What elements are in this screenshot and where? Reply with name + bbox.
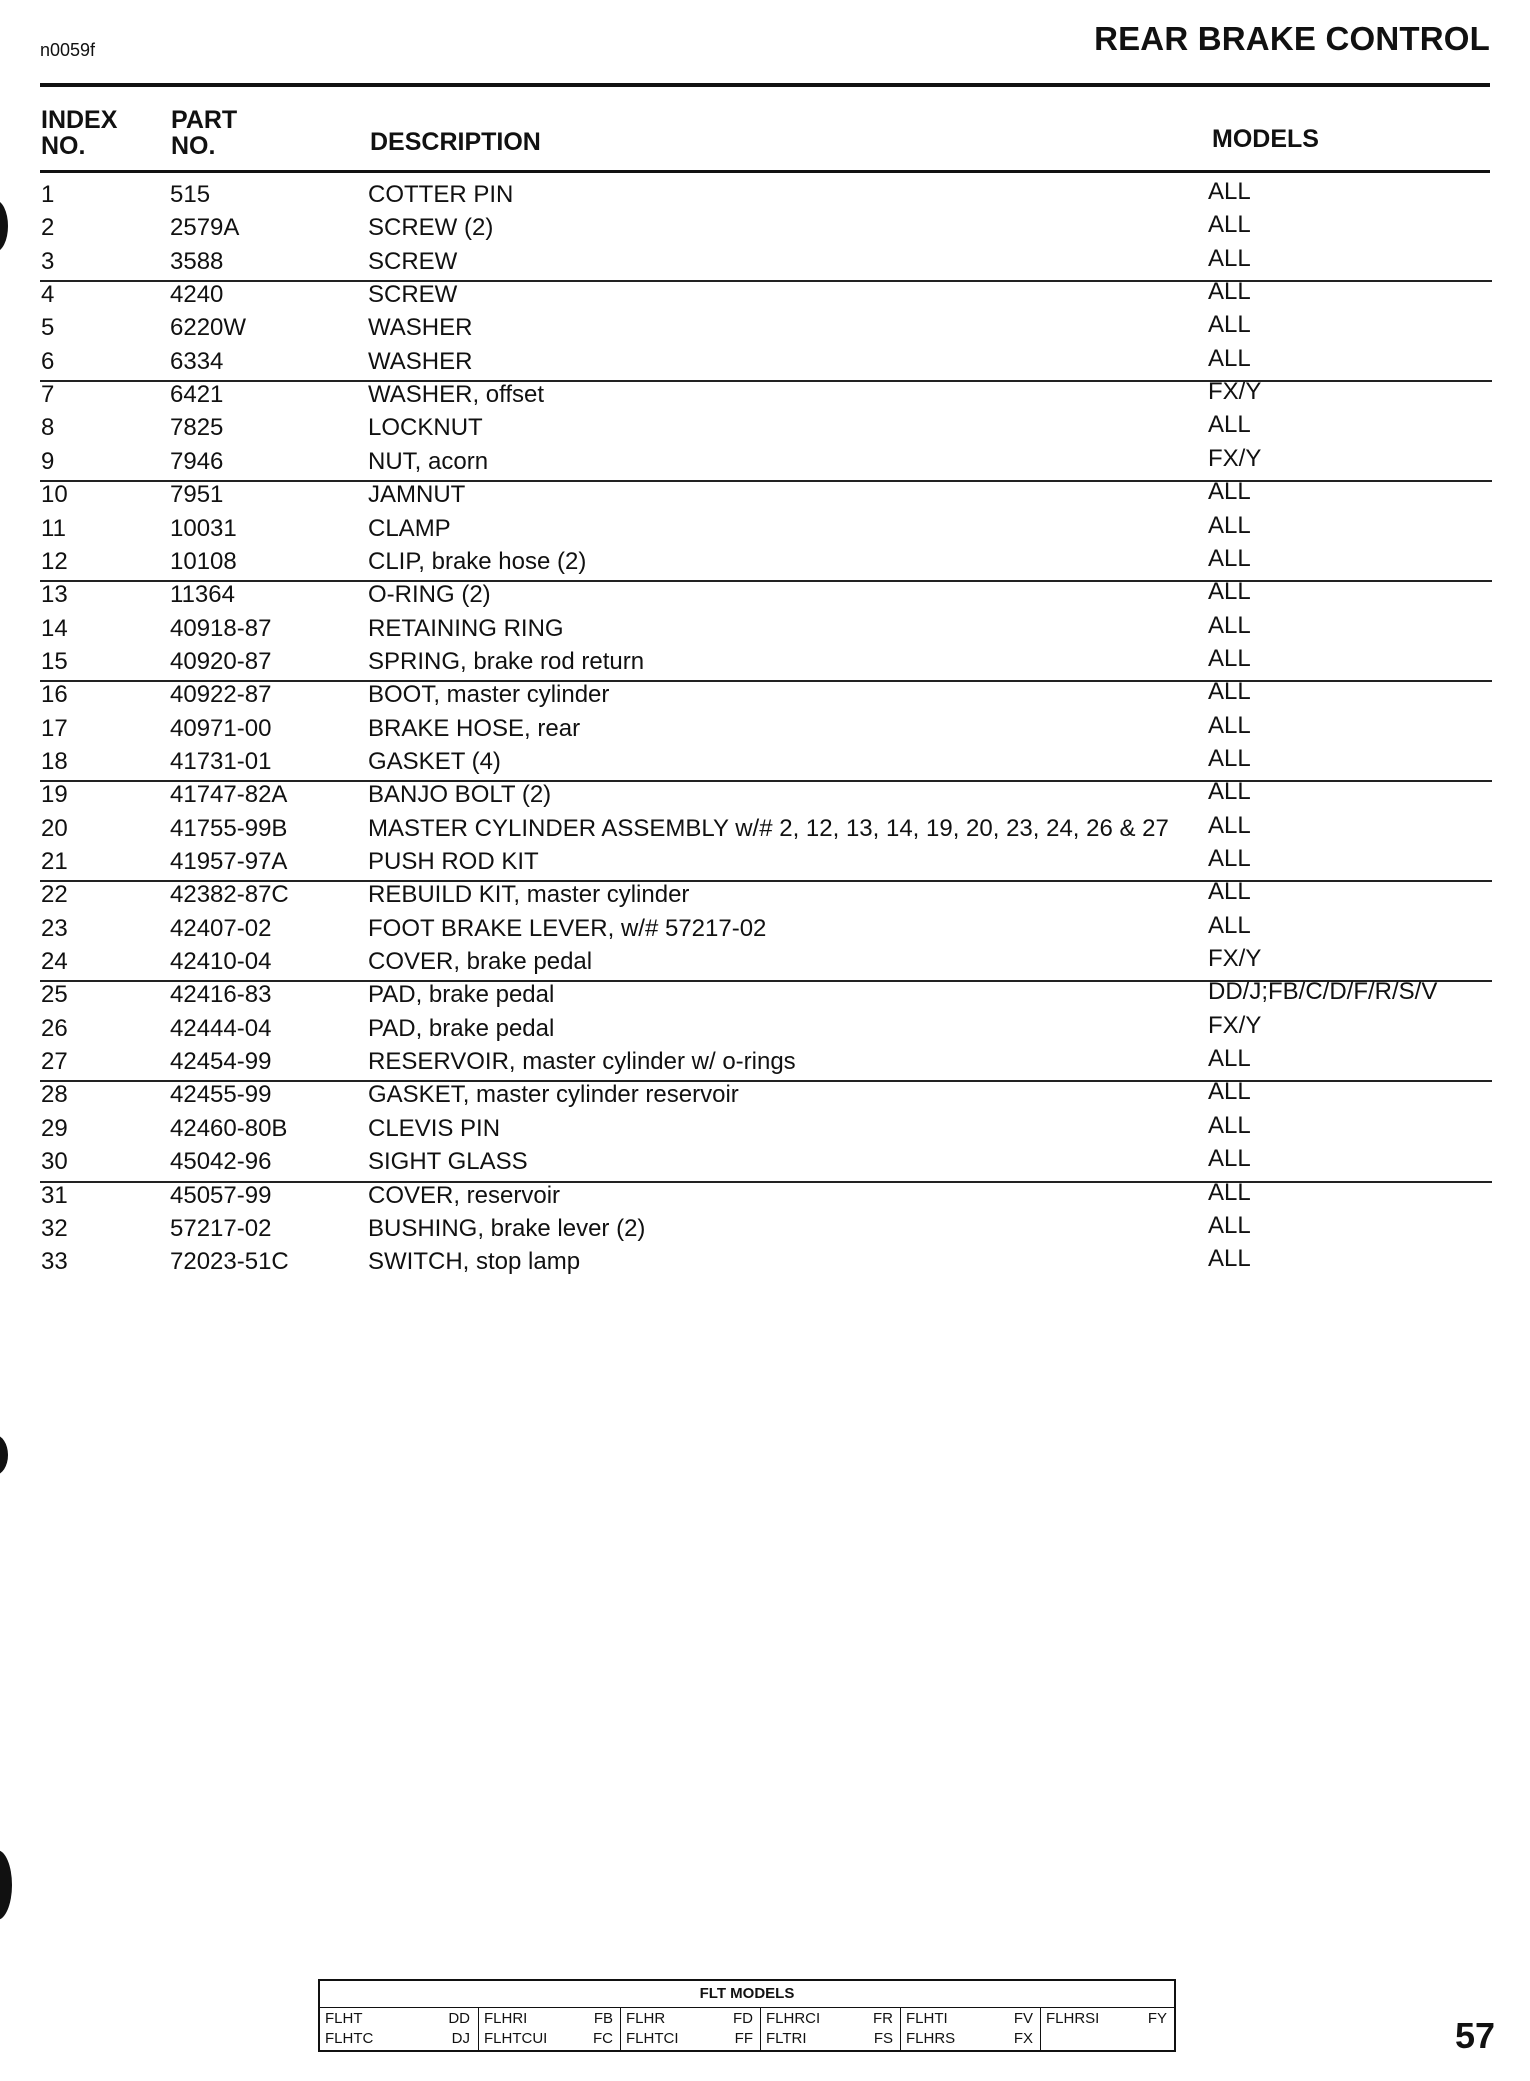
description-cell: NUT, acorn <box>368 447 489 475</box>
flt-model-code: FS <box>873 2030 893 2047</box>
index-cell: 33 <box>41 1248 68 1276</box>
flt-model-code: FLHRCI <box>766 2010 821 2027</box>
flt-model-code: FLHRS <box>906 2030 956 2047</box>
models-cell: ALL <box>1208 644 1251 672</box>
part-number-cell: 6220W <box>170 314 247 342</box>
part-number-cell: 57217-02 <box>170 1214 272 1242</box>
models-cell: ALL <box>1208 1211 1251 1239</box>
models-cell: ALL <box>1208 711 1251 739</box>
page-code: n0059f <box>40 40 96 60</box>
description-cell: COTTER PIN <box>368 181 514 208</box>
models-cell: ALL <box>1208 1245 1251 1273</box>
part-number-cell: 42455-99 <box>170 1081 272 1109</box>
flt-models-cell <box>1040 2008 1175 2052</box>
part-number-cell: 40918-87 <box>170 614 272 642</box>
table-row <box>0 1145 1530 1178</box>
table-row <box>0 411 1530 444</box>
column-header-index-line1: INDEX <box>41 106 118 134</box>
binder-hole-mark <box>0 1435 8 1475</box>
table-row <box>0 1045 1530 1078</box>
table-row <box>0 278 1530 311</box>
part-number-cell: 72023-51C <box>170 1248 289 1276</box>
index-cell: 26 <box>41 1014 68 1042</box>
models-cell: FX/Y <box>1208 444 1262 472</box>
flt-model-code: FLHT <box>325 2010 363 2027</box>
index-cell: 9 <box>41 447 55 475</box>
index-cell: 27 <box>41 1048 68 1076</box>
table-row <box>0 311 1530 344</box>
index-cell: 5 <box>41 314 55 342</box>
table-row <box>0 678 1530 711</box>
flt-model-code: FLHR <box>626 2010 666 2027</box>
part-number-cell: 7825 <box>170 414 224 442</box>
part-number-cell: 11364 <box>170 581 235 609</box>
models-cell: ALL <box>1208 411 1251 439</box>
description-cell: SCREW (2) <box>368 214 494 242</box>
table-row <box>0 712 1530 745</box>
part-number-cell: 42460-80B <box>170 1114 288 1142</box>
description-cell: SPRING, brake rod return <box>368 647 645 675</box>
part-number-cell: 45057-99 <box>170 1181 272 1209</box>
part-number-cell: 42382-87C <box>170 881 289 909</box>
flt-model-code: FB <box>593 2010 613 2027</box>
description-cell: PUSH ROD KIT <box>368 848 539 875</box>
index-cell: 16 <box>41 681 68 709</box>
flt-model-code: FLTRI <box>766 2030 807 2047</box>
flt-model-code: FLHTCUI <box>484 2030 548 2047</box>
description-cell: FOOT BRAKE LEVER, w/# 57217-02 <box>368 914 767 942</box>
part-number-cell: 45042-96 <box>170 1148 272 1176</box>
description-cell: COVER, reservoir <box>368 1181 561 1209</box>
models-cell: ALL <box>1208 1078 1251 1106</box>
binder-hole-mark <box>0 1850 12 1920</box>
description-cell: RETAINING RING <box>368 614 564 642</box>
index-cell: 22 <box>41 881 68 909</box>
flt-model-code: FLHTCI <box>626 2030 679 2047</box>
index-cell: 24 <box>41 948 68 976</box>
index-cell: 28 <box>41 1081 68 1109</box>
part-number-cell: 40922-87 <box>170 681 272 709</box>
models-cell: FX/Y <box>1208 1011 1262 1039</box>
index-cell: 13 <box>41 581 68 609</box>
index-cell: 1 <box>41 181 55 208</box>
description-cell: SCREW <box>368 247 458 275</box>
part-number-cell: 515 <box>170 181 211 208</box>
index-cell: 15 <box>41 647 68 675</box>
part-number-cell: 40971-00 <box>170 714 272 742</box>
column-header-index-line2: NO. <box>41 132 86 160</box>
table-row <box>0 478 1530 511</box>
table-row <box>0 1245 1530 1278</box>
flt-model-code: FV <box>1013 2010 1033 2027</box>
part-number-cell: 10031 <box>170 514 237 542</box>
description-cell: CLAMP <box>368 514 451 542</box>
table-row <box>0 612 1530 645</box>
models-cell: ALL <box>1208 344 1251 372</box>
part-number-cell: 3588 <box>170 247 224 275</box>
part-number-cell: 41731-01 <box>170 747 272 775</box>
table-row <box>0 1112 1530 1145</box>
table-row <box>0 878 1530 911</box>
part-number-cell: 41957-97A <box>170 848 288 875</box>
description-cell: GASKET, master cylinder reservoir <box>368 1081 739 1109</box>
page-title: REAR BRAKE CONTROL <box>1094 20 1490 57</box>
description-cell: CLIP, brake hose (2) <box>368 547 587 575</box>
part-number-cell: 42454-99 <box>170 1048 272 1076</box>
description-cell: MASTER CYLINDER ASSEMBLY w/# 2, 12, 13, 14, 19, 20, 23, 24, 26 & 27 <box>368 814 1169 842</box>
table-row <box>0 845 1530 878</box>
table-row <box>0 245 1530 278</box>
description-cell: BOOT, master cylinder <box>368 681 610 709</box>
flt-model-code: FX <box>1013 2030 1033 2047</box>
flt-model-code: FD <box>733 2010 753 2027</box>
index-cell: 3 <box>41 247 55 275</box>
flt-model-code: FF <box>734 2030 753 2047</box>
index-cell: 12 <box>41 547 68 575</box>
models-cell: ALL <box>1208 911 1251 939</box>
models-cell: ALL <box>1208 211 1251 239</box>
description-cell: BANJO BOLT (2) <box>368 781 552 809</box>
flt-model-code: FC <box>593 2030 613 2047</box>
table-row <box>0 645 1530 678</box>
column-header-part-line2: NO. <box>171 132 216 160</box>
part-number-cell: 2579A <box>170 214 240 242</box>
table-row <box>0 1078 1530 1111</box>
index-cell: 11 <box>41 514 66 542</box>
index-cell: 7 <box>41 381 55 409</box>
table-row <box>0 1179 1530 1212</box>
index-cell: 6 <box>41 347 55 375</box>
column-header-models: MODELS <box>1212 125 1319 153</box>
index-cell: 21 <box>41 848 68 875</box>
column-header-index <box>41 107 117 159</box>
index-cell: 25 <box>41 981 68 1009</box>
models-cell: ALL <box>1208 678 1251 706</box>
index-cell: 20 <box>41 814 68 842</box>
index-cell: 32 <box>41 1214 68 1242</box>
models-cell: ALL <box>1208 544 1251 572</box>
models-cell: ALL <box>1208 845 1251 872</box>
index-cell: 19 <box>41 781 68 809</box>
index-cell: 4 <box>41 281 55 309</box>
models-cell: ALL <box>1208 478 1251 506</box>
part-number-cell: 7946 <box>170 447 224 475</box>
flt-models-cell <box>320 2008 478 2052</box>
flt-model-code: FLHTC <box>325 2030 374 2047</box>
part-number-cell: 6421 <box>170 381 224 409</box>
index-cell: 8 <box>41 414 55 442</box>
models-cell: ALL <box>1208 311 1251 339</box>
flt-model-code: DD <box>448 2010 470 2027</box>
flt-models-cell <box>620 2008 761 2052</box>
description-cell: GASKET (4) <box>368 747 501 775</box>
part-number-cell: 42444-04 <box>170 1014 272 1042</box>
flt-model-code: FR <box>873 2010 893 2027</box>
part-number-cell: 41747-82A <box>170 781 288 809</box>
table-row <box>0 545 1530 578</box>
models-cell: ALL <box>1208 1178 1251 1206</box>
part-number-cell: 42407-02 <box>170 914 272 942</box>
flt-models-cell <box>478 2008 621 2052</box>
flt-model-code: FLHRI <box>484 2010 528 2027</box>
models-cell: ALL <box>1208 278 1251 306</box>
part-number-cell: 41755-99B <box>170 814 288 842</box>
page-number: 57 <box>1454 2015 1495 2056</box>
description-cell: PAD, brake pedal <box>368 1014 555 1042</box>
table-row <box>0 345 1530 378</box>
header-rule <box>40 170 1490 173</box>
flt-model-code: FLHRSI <box>1046 2010 1100 2027</box>
part-number-cell: 40920-87 <box>170 647 272 675</box>
models-cell: ALL <box>1208 1045 1251 1073</box>
models-cell: FX/Y <box>1208 378 1262 406</box>
table-row <box>0 178 1530 211</box>
models-cell: ALL <box>1208 578 1251 606</box>
flt-model-code: FY <box>1147 2010 1167 2027</box>
description-cell: SIGHT GLASS <box>368 1148 528 1176</box>
models-cell: ALL <box>1208 778 1251 806</box>
index-cell: 14 <box>41 614 68 642</box>
flt-model-code: DJ <box>451 2030 470 2047</box>
table-row <box>0 978 1530 1011</box>
description-cell: SWITCH, stop lamp <box>368 1248 581 1276</box>
index-cell: 18 <box>41 747 68 775</box>
description-cell: LOCKNUT <box>368 414 483 442</box>
table-row <box>0 211 1530 244</box>
flt-models-box <box>318 1979 1176 2052</box>
models-cell: ALL <box>1208 511 1251 539</box>
models-cell: FX/Y <box>1208 945 1262 973</box>
top-rule <box>40 83 1490 87</box>
table-row <box>0 812 1530 845</box>
part-number-cell: 42410-04 <box>170 948 272 976</box>
flt-models-cell <box>900 2008 1041 2052</box>
flt-models-cell <box>760 2008 901 2052</box>
table-row <box>0 912 1530 945</box>
index-cell: 10 <box>41 481 68 509</box>
models-cell: ALL <box>1208 811 1251 839</box>
description-cell: BRAKE HOSE, rear <box>368 714 581 742</box>
description-cell: COVER, brake pedal <box>368 948 593 976</box>
table-row <box>0 578 1530 611</box>
index-cell: 29 <box>41 1114 68 1142</box>
flt-models-title: FLT MODELS <box>699 1985 795 2002</box>
models-cell: DD/J;FB/C/D/F/R/S/V <box>1208 978 1438 1006</box>
table-row <box>0 778 1530 811</box>
table-row <box>0 1212 1530 1245</box>
part-number-cell: 7951 <box>170 481 224 509</box>
part-number-cell: 4240 <box>170 281 224 309</box>
table-row <box>0 445 1530 478</box>
index-cell: 31 <box>41 1181 68 1209</box>
description-cell: BUSHING, brake lever (2) <box>368 1214 646 1242</box>
part-number-cell: 42416-83 <box>170 981 272 1009</box>
column-header-description: DESCRIPTION <box>370 128 541 156</box>
models-cell: ALL <box>1208 744 1251 772</box>
table-row <box>0 512 1530 545</box>
column-header-part-line1: PART <box>171 106 238 134</box>
index-cell: 30 <box>41 1148 68 1176</box>
table-row <box>0 1012 1530 1045</box>
table-row <box>0 745 1530 778</box>
description-cell: RESERVOIR, master cylinder w/ o-rings <box>368 1048 796 1076</box>
table-row <box>0 378 1530 411</box>
description-cell: WASHER <box>368 314 473 342</box>
description-cell: CLEVIS PIN <box>368 1114 501 1142</box>
part-number-cell: 10108 <box>170 547 237 575</box>
index-cell: 2 <box>41 214 55 242</box>
index-cell: 17 <box>41 714 68 742</box>
models-cell: ALL <box>1208 878 1251 906</box>
index-cell: 23 <box>41 914 68 942</box>
column-header-part <box>171 107 237 159</box>
description-cell: WASHER <box>368 347 473 375</box>
description-cell: O-RING (2) <box>368 581 491 609</box>
table-row <box>0 945 1530 978</box>
description-cell: JAMNUT <box>368 481 466 509</box>
description-cell: REBUILD KIT, master cylinder <box>368 881 690 909</box>
part-number-cell: 6334 <box>170 347 224 375</box>
description-cell: WASHER, offset <box>368 381 545 409</box>
description-cell: PAD, brake pedal <box>368 981 555 1009</box>
models-cell: ALL <box>1208 244 1251 272</box>
models-cell: ALL <box>1208 1145 1251 1173</box>
models-cell: ALL <box>1208 611 1251 639</box>
flt-model-code: FLHTI <box>906 2010 948 2027</box>
models-cell: ALL <box>1208 178 1251 205</box>
models-cell: ALL <box>1208 1111 1251 1139</box>
description-cell: SCREW <box>368 281 458 309</box>
